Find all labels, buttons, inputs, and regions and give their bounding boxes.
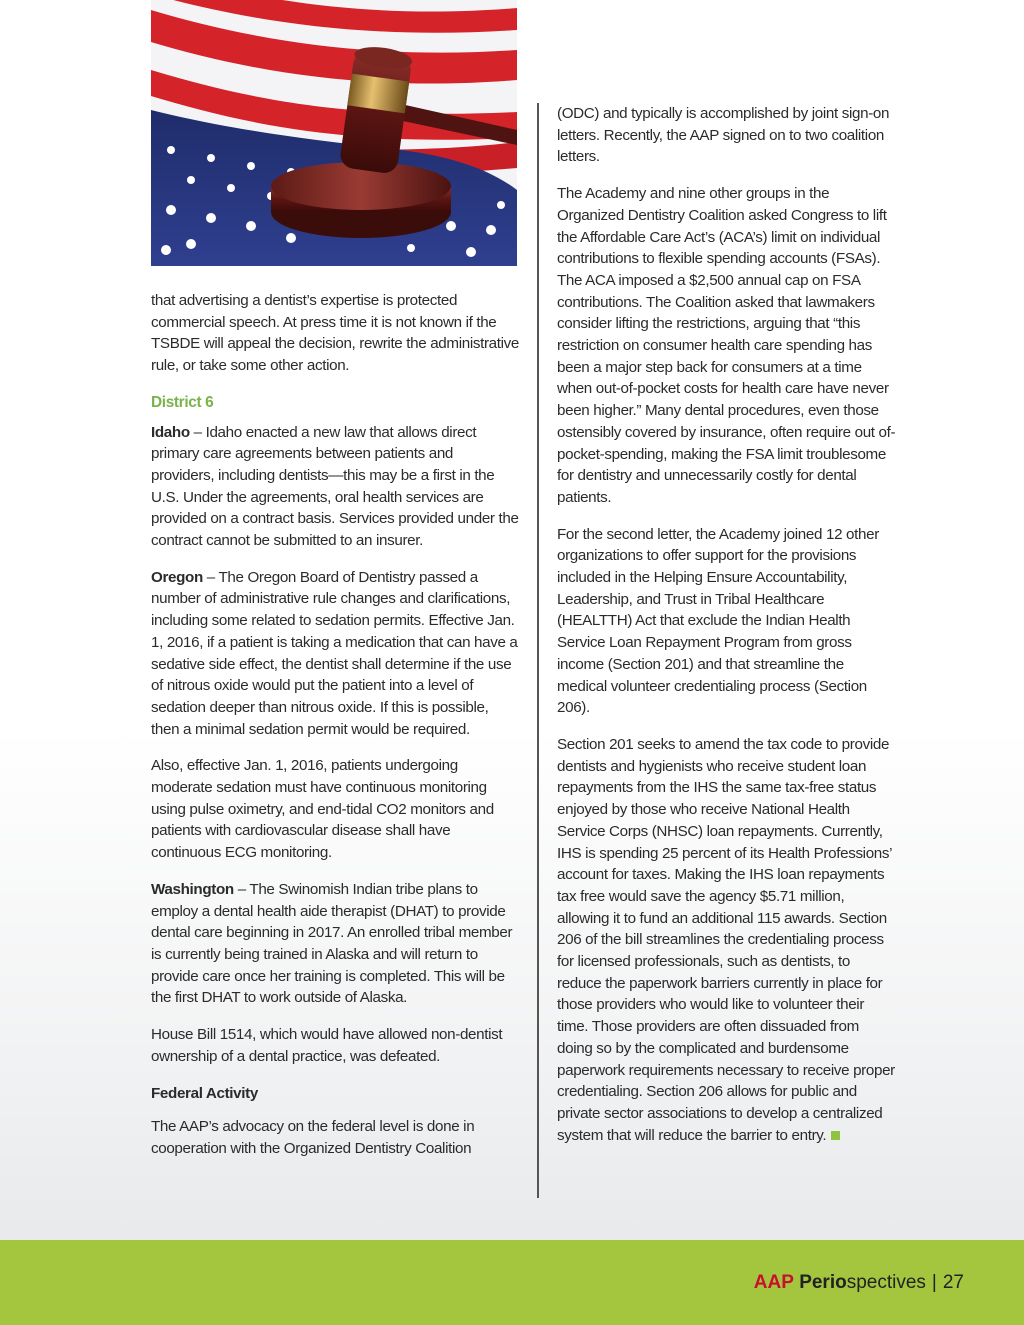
- intro-paragraph: that advertising a dentist’s expertise is protected commercial speech. At press time it is not known if the TSBDE will appeal the decision, rewrite the administrative rule, or take some other action.: [151, 292, 519, 375]
- oregon-label: Oregon: [151, 568, 203, 586]
- idaho-paragraph: [151, 422, 519, 552]
- gavel-flag-photo: [151, 0, 517, 266]
- fsa-paragraph: The Academy and nine other groups in the Organized Dentistry Coalition asked Congress to lift the Affordable Care Act’s (ACA’s) limit on individual contributions to flexible spending accounts (FSAs). The ACA imposed a $2,500 annual cap on FSA contributions. The Coalition asked that lawmakers consider lifting the restrictions, arguing that “this restriction on consumer health care spending has been a major step back for consumers at a time when out-of-pocket costs for health care have never been higher.” Many dental procedures, even those ostensibly covered by insurance, often require out of-pocket-spending, making the FSA limit troublesome for dentistry and unnecessarily costly for dental patients.: [557, 185, 896, 506]
- washington-paragraph: [151, 879, 519, 1009]
- brand-rest: spectives: [846, 1272, 926, 1293]
- right-column: [557, 103, 897, 1161]
- idaho-label: Idaho: [151, 423, 190, 441]
- idaho-text: – Idaho enacted a new law that allows direct primary care agreements between patients and providers, including dentists—this may be a first in the U.S. Under the agreements, oral health services are provided on a contract basis. Services provided under the contract cannot be submitted to an insurer.: [151, 423, 519, 550]
- federal-paragraph: The AAP’s advocacy on the federal level is done in cooperation with the Organized Dentistry Coalition: [151, 1118, 475, 1157]
- washington-text: – The Swinomish Indian tribe plans to employ a dental health aide therapist (DHAT) to provide dental care beginning in 2017. An enrolled tribal member is currently being trained in Alaska and will return to provide care once her training is completed. This will be the first DHAT to work outside of Alaska.: [151, 880, 513, 1007]
- district-heading: District 6: [151, 393, 214, 411]
- page-number: 27: [942, 1272, 964, 1293]
- odc-paragraph: (ODC) and typically is accomplished by joint sign-on letters. Recently, the AAP signed on to two coalition letters.: [557, 105, 890, 166]
- brand-separator: |: [931, 1272, 937, 1293]
- brand-aap: AAP: [753, 1272, 794, 1293]
- healtth-paragraph: For the second letter, the Academy joined 12 other organizations to offer support for the provisions included in the Helping Ensure Accountability, Leadership, and Trust in Tribal Healthcare (HEALTTH) Act that exclude the Indian Health Service Loan Repayment Program from gross income (Section 201) and that streamline the medical volunteer credentialing process (Section 206).: [557, 525, 879, 717]
- section-201-text: Section 201 seeks to amend the tax code to provide dentists and hygienists who receive student loan repayments from the IHS the same tax-free status enjoyed by those who receive National Health Service Corps (NHSC) loan repayments. Currently, IHS is spending 25 percent of its Health Professions’ account for taxes. Making the IHS loan repayments tax free would save the agency $5.71 million, allowing it to fund an additional 115 awards. Section 206 of the bill streamlines the credentialing process for licensed professionals, such as dentists, to reduce the paperwork barriers currently in place for those providers who would like to volunteer their time. Those providers are often dissuaded from doing so by the complicated and burdensome paperwork requirements necessary to receive proper credentialing. Section 206 allows for public and private sector associations to develop a centralized system that will reduce the barrier to entry.: [557, 735, 895, 1144]
- publication-brand: [754, 1272, 964, 1294]
- oregon-text: – The Oregon Board of Dentistry passed a number of administrative rule changes and clarifications, including some related to sedation permits. Effective Jan. 1, 2016, if a patient is taking a medication that can have a sedative side effect, the dentist shall determine if the use of nitrous oxide would put the patient into a level of sedation deeper than nitrous oxide. If this is possible, then a minimal sedation permit would be required.: [151, 568, 518, 738]
- oregon-paragraph-2: Also, effective Jan. 1, 2016, patients undergoing moderate sedation must have continuous monitoring using pulse oximetry, and end-tidal CO2 monitors and patients with cardiovascular disease shall have continuous ECG monitoring.: [151, 757, 494, 862]
- section-201-paragraph: [557, 734, 897, 1146]
- oregon-paragraph: [151, 567, 519, 741]
- end-of-article-icon: [831, 1131, 840, 1140]
- house-bill-paragraph: House Bill 1514, which would have allowed non-dentist ownership of a dental practice, was defeated.: [151, 1026, 503, 1065]
- left-column: [151, 290, 519, 1175]
- washington-label: Washington: [151, 880, 234, 898]
- brand-perio: Perio: [799, 1272, 847, 1293]
- column-divider: [537, 103, 539, 1198]
- federal-heading: Federal Activity: [151, 1084, 258, 1102]
